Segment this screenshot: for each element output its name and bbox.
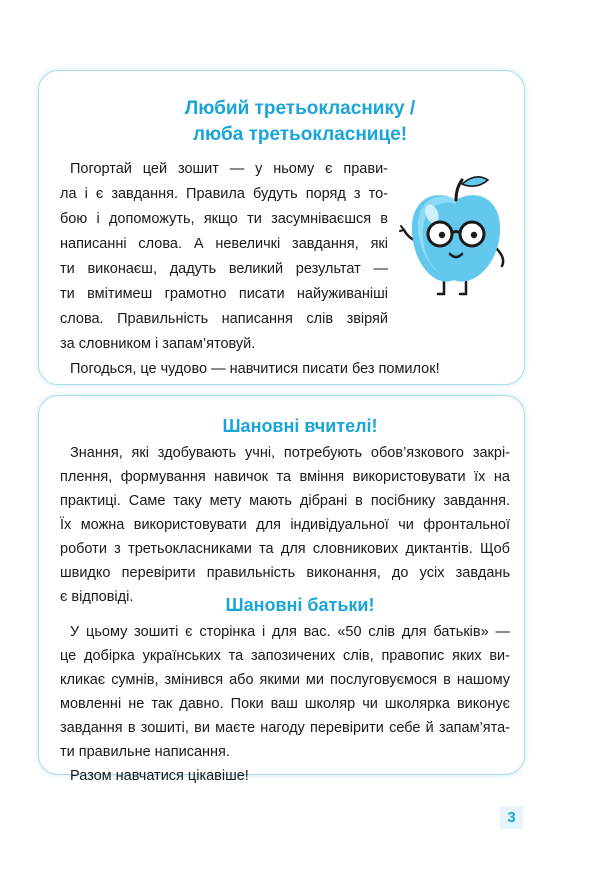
teachers-heading: Шановні вчителі!	[222, 416, 378, 436]
teachers-line: швидко перевірити правильність виконання, до усіх завдань	[60, 565, 510, 581]
apple-with-glasses-icon	[396, 170, 516, 300]
teachers-line: плення, формування навичок та вміння використовувати їх на	[60, 469, 510, 485]
greeting-line: за словником і запам’ятовуй.	[60, 336, 256, 352]
greeting-line: ти виконаєш, дадуть великий результат —	[60, 261, 388, 277]
parents-heading: Шановні батьки!	[225, 595, 375, 615]
greeting-line: слова. Правильність написання слів звіряй	[60, 311, 388, 327]
parents-line: це добірка українських та запозичених слів, правопис яких ви-	[60, 648, 510, 664]
greeting-title-line-1: Любий третьокласнику /	[184, 98, 416, 119]
page-number: 3	[500, 806, 523, 829]
parents-line: У цьому зошиті є сторінка і для вас. «50 слів для батьків» —	[70, 624, 510, 640]
greeting-line: бою і допоможуть, якщо ти засумніваєшся в	[60, 211, 388, 227]
teachers-line: Їх можна використовувати для індивідуальної чи фронтальної	[60, 517, 510, 533]
parents-line: кликає сумнів, змінився або якими ми послуговуємося в нашому	[60, 672, 510, 688]
greeting-line: ла і є завдання. Правила будуть поряд з то-	[60, 186, 388, 202]
parents-line: Разом навчатися цікавіше!	[70, 768, 249, 784]
teachers-line: є відповіді.	[60, 589, 134, 605]
greeting-line: ти вмітимеш грамотно писати найуживаніші	[60, 286, 388, 302]
greeting-line: Погодься, це чудово — навчитися писати без помилок!	[70, 361, 440, 377]
greeting-title-line-2: люба третьокласнице!	[192, 124, 408, 145]
parents-line: мовленні не так давно. Поки ваш школяр чи школярка виконує	[60, 696, 510, 712]
teachers-line: Знання, які здобувають учні, потребують обов’язкового закрі-	[70, 445, 510, 461]
greeting-line: Погортай цей зошит — у ньому є прави-	[70, 161, 388, 177]
teachers-line: роботи з третьокласниками та для словникових диктантів. Щоб	[60, 541, 510, 557]
greeting-line: написанні слова. А невеличкі завдання, які	[60, 236, 388, 252]
teachers-line: практиці. Саме таку мету мають дібрані в посібнику завдання.	[60, 493, 510, 509]
parents-line: завдання в зошиті, ви маєте нагоду перевірити себе й запам’ята-	[60, 720, 510, 736]
parents-line: ти правильне написання.	[60, 744, 230, 760]
